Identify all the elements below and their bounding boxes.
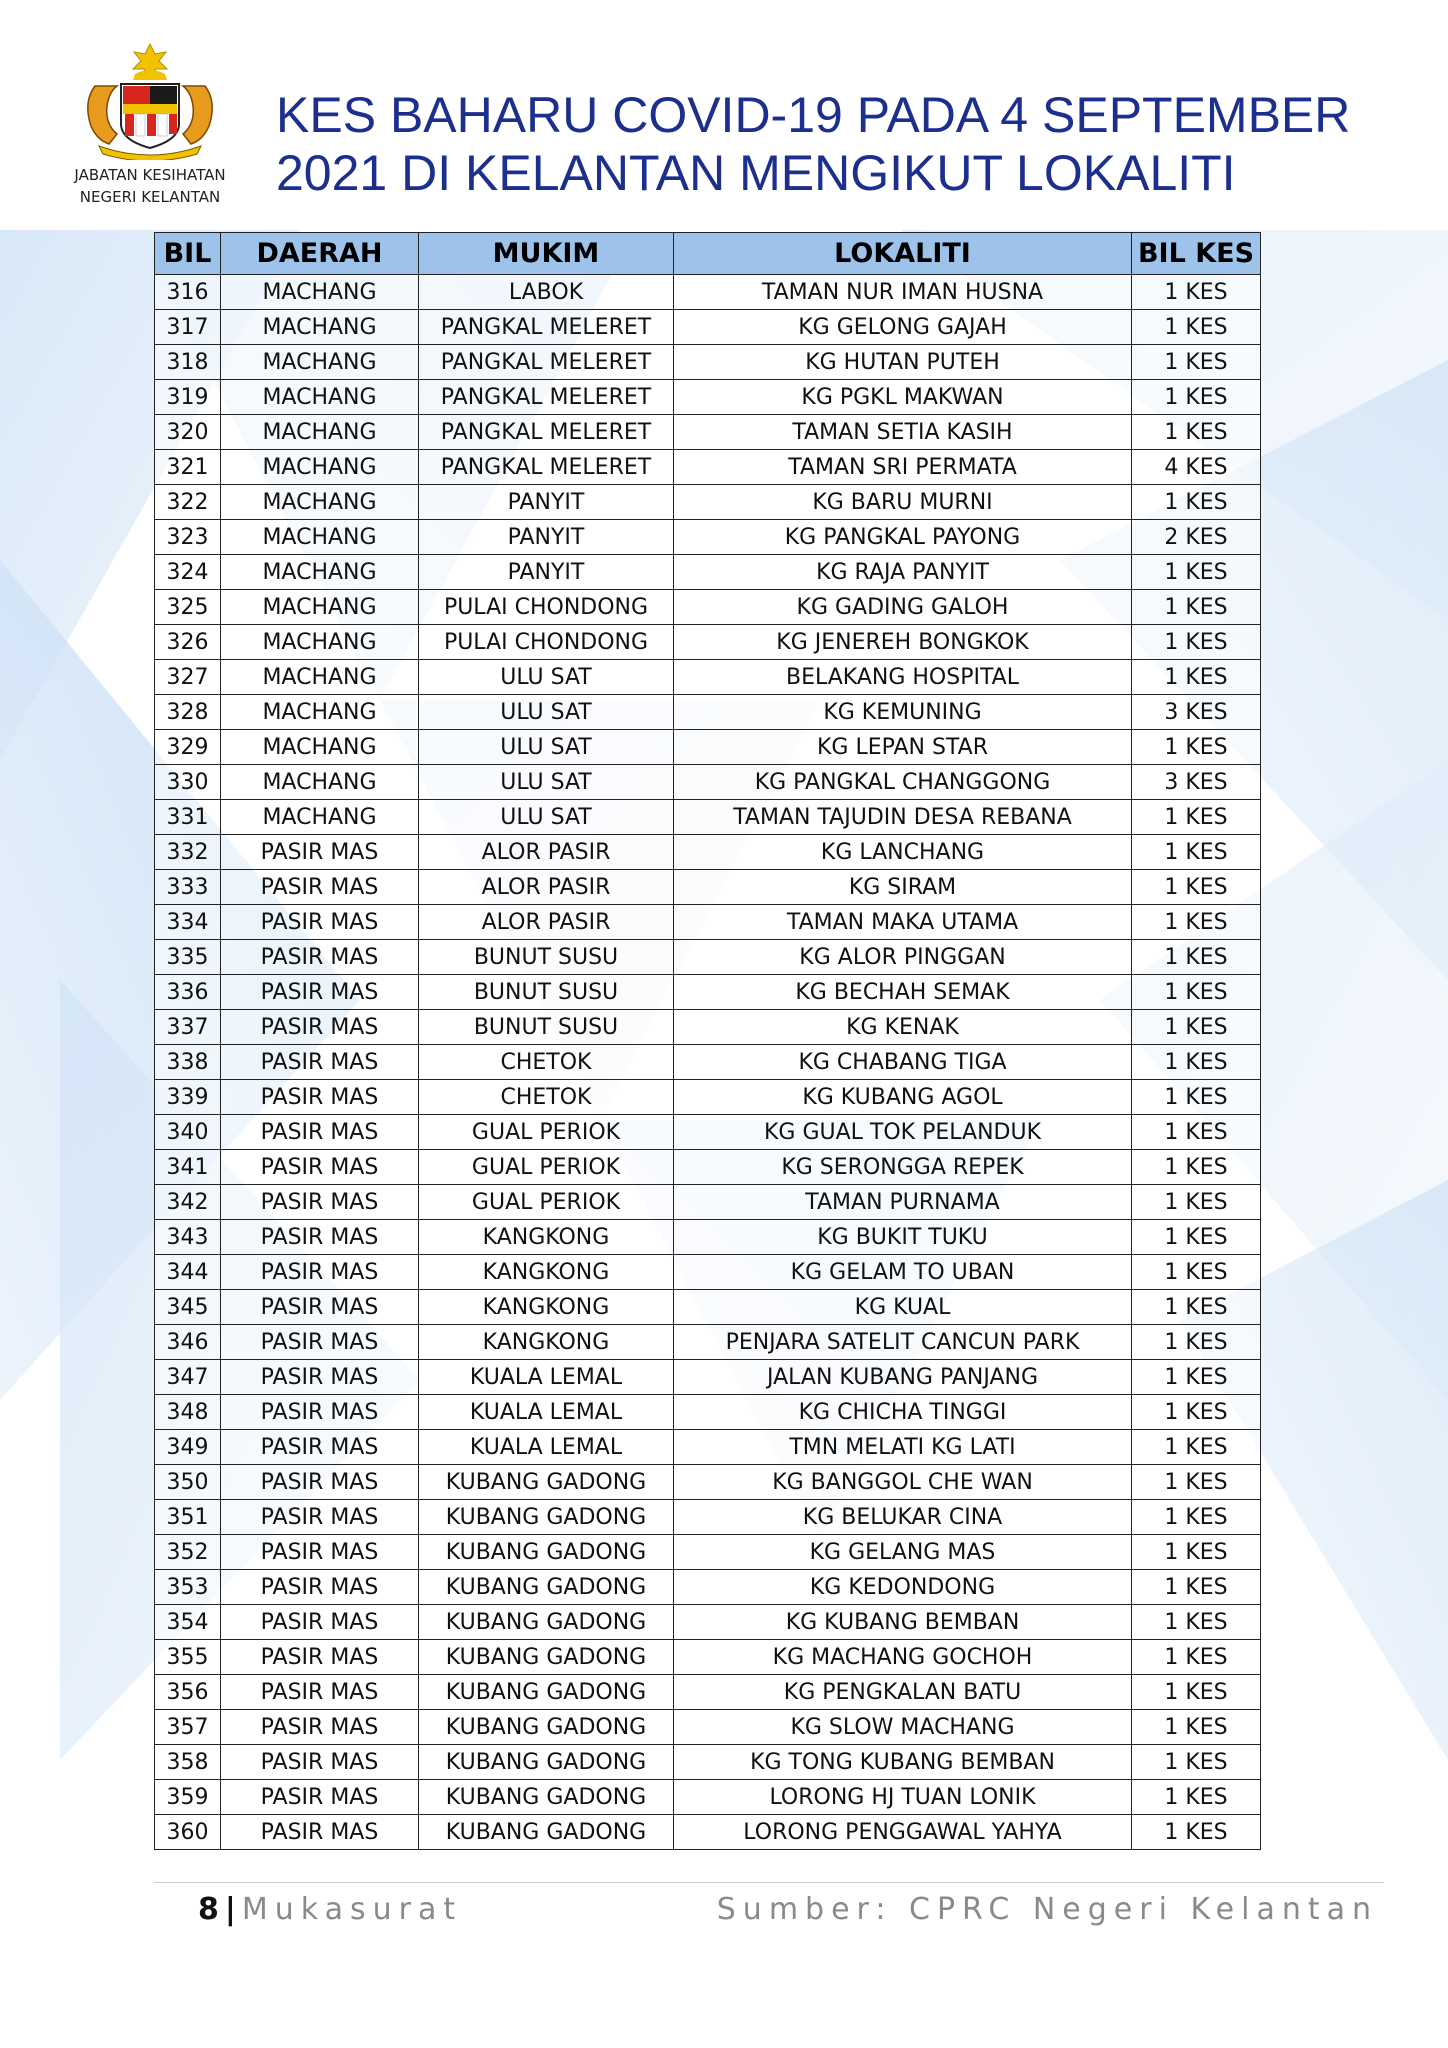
- cell-bil-kes: 1 KES: [1132, 1535, 1261, 1570]
- table-row: [155, 1115, 1261, 1150]
- col-header-bil-kes: BIL KES: [1132, 233, 1261, 275]
- cell-bil-kes: 1 KES: [1132, 1780, 1261, 1815]
- table-row: [155, 1710, 1261, 1745]
- cell-daerah: MACHANG: [221, 730, 419, 765]
- cell-mukim: KUBANG GADONG: [419, 1605, 674, 1640]
- cell-daerah: MACHANG: [221, 345, 419, 380]
- cell-daerah: PASIR MAS: [221, 1640, 419, 1675]
- cell-lokaliti: KG CHABANG TIGA: [674, 1045, 1132, 1080]
- cell-bil: 345: [155, 1290, 221, 1325]
- cell-bil-kes: 1 KES: [1132, 1255, 1261, 1290]
- cell-lokaliti: KG GELONG GAJAH: [674, 310, 1132, 345]
- cell-bil-kes: 1 KES: [1132, 1430, 1261, 1465]
- cell-lokaliti: KG KEMUNING: [674, 695, 1132, 730]
- cell-lokaliti: TAMAN NUR IMAN HUSNA: [674, 275, 1132, 310]
- cell-lokaliti: KG KENAK: [674, 1010, 1132, 1045]
- table-row: [155, 1325, 1261, 1360]
- cell-daerah: PASIR MAS: [221, 905, 419, 940]
- cell-bil-kes: 1 KES: [1132, 1185, 1261, 1220]
- cell-daerah: MACHANG: [221, 800, 419, 835]
- table-row: [155, 905, 1261, 940]
- cell-mukim: CHETOK: [419, 1045, 674, 1080]
- cell-bil: 333: [155, 870, 221, 905]
- cell-bil: 353: [155, 1570, 221, 1605]
- cell-bil-kes: 1 KES: [1132, 660, 1261, 695]
- cell-bil-kes: 1 KES: [1132, 800, 1261, 835]
- cell-bil-kes: 1 KES: [1132, 1500, 1261, 1535]
- table-row: [155, 1640, 1261, 1675]
- table-row: [155, 940, 1261, 975]
- cell-daerah: MACHANG: [221, 450, 419, 485]
- cell-lokaliti: KG KUBANG AGOL: [674, 1080, 1132, 1115]
- cell-lokaliti: KG PANGKAL PAYONG: [674, 520, 1132, 555]
- cell-lokaliti: KG PGKL MAKWAN: [674, 380, 1132, 415]
- cell-bil: 358: [155, 1745, 221, 1780]
- cell-lokaliti: KG BELUKAR CINA: [674, 1500, 1132, 1535]
- cell-bil-kes: 3 KES: [1132, 695, 1261, 730]
- cell-bil: 335: [155, 940, 221, 975]
- cell-bil-kes: 1 KES: [1132, 1605, 1261, 1640]
- table-row: [155, 520, 1261, 555]
- cell-bil: 351: [155, 1500, 221, 1535]
- table-row: [155, 1780, 1261, 1815]
- table-body: [155, 275, 1261, 1850]
- cell-mukim: ULU SAT: [419, 730, 674, 765]
- cell-daerah: PASIR MAS: [221, 1430, 419, 1465]
- cell-mukim: PANGKAL MELERET: [419, 450, 674, 485]
- cell-lokaliti: KG LANCHANG: [674, 835, 1132, 870]
- cell-bil: 346: [155, 1325, 221, 1360]
- page-separator: |: [224, 1892, 236, 1927]
- table-row: [155, 485, 1261, 520]
- cell-daerah: MACHANG: [221, 520, 419, 555]
- cell-lokaliti: KG BARU MURNI: [674, 485, 1132, 520]
- cell-daerah: MACHANG: [221, 660, 419, 695]
- cell-mukim: KUBANG GADONG: [419, 1710, 674, 1745]
- cell-bil: 338: [155, 1045, 221, 1080]
- cell-mukim: GUAL PERIOK: [419, 1150, 674, 1185]
- cell-mukim: BUNUT SUSU: [419, 975, 674, 1010]
- cell-lokaliti: TMN MELATI KG LATI: [674, 1430, 1132, 1465]
- cell-bil: 349: [155, 1430, 221, 1465]
- cell-daerah: MACHANG: [221, 380, 419, 415]
- cell-daerah: PASIR MAS: [221, 1675, 419, 1710]
- cell-daerah: PASIR MAS: [221, 1255, 419, 1290]
- table-row: [155, 1745, 1261, 1780]
- cell-bil: 331: [155, 800, 221, 835]
- cell-mukim: PULAI CHONDONG: [419, 625, 674, 660]
- cell-daerah: PASIR MAS: [221, 1465, 419, 1500]
- cell-mukim: KANGKONG: [419, 1325, 674, 1360]
- table-row: [155, 450, 1261, 485]
- table-row: [155, 1815, 1261, 1850]
- cell-bil-kes: 1 KES: [1132, 1080, 1261, 1115]
- cell-lokaliti: KG SLOW MACHANG: [674, 1710, 1132, 1745]
- cell-mukim: KUALA LEMAL: [419, 1360, 674, 1395]
- cell-bil: 359: [155, 1780, 221, 1815]
- cell-bil-kes: 1 KES: [1132, 1640, 1261, 1675]
- table-row: [155, 590, 1261, 625]
- cell-daerah: MACHANG: [221, 415, 419, 450]
- cell-bil-kes: 3 KES: [1132, 765, 1261, 800]
- cell-lokaliti: KG KEDONDONG: [674, 1570, 1132, 1605]
- cell-daerah: PASIR MAS: [221, 1360, 419, 1395]
- table-row: [155, 1395, 1261, 1430]
- cell-bil: 356: [155, 1675, 221, 1710]
- cell-daerah: PASIR MAS: [221, 1220, 419, 1255]
- cell-mukim: KUBANG GADONG: [419, 1465, 674, 1500]
- cell-lokaliti: KG ALOR PINGGAN: [674, 940, 1132, 975]
- table-row: [155, 765, 1261, 800]
- cell-mukim: PANYIT: [419, 555, 674, 590]
- cell-bil: 336: [155, 975, 221, 1010]
- cell-mukim: GUAL PERIOK: [419, 1115, 674, 1150]
- cell-mukim: CHETOK: [419, 1080, 674, 1115]
- cell-lokaliti: KG MACHANG GOCHOH: [674, 1640, 1132, 1675]
- cell-mukim: ULU SAT: [419, 695, 674, 730]
- cell-lokaliti: KG RAJA PANYIT: [674, 555, 1132, 590]
- table-row: [155, 275, 1261, 310]
- cell-lokaliti: PENJARA SATELIT CANCUN PARK: [674, 1325, 1132, 1360]
- table-row: [155, 975, 1261, 1010]
- cell-daerah: PASIR MAS: [221, 1745, 419, 1780]
- cell-bil: 343: [155, 1220, 221, 1255]
- cell-mukim: LABOK: [419, 275, 674, 310]
- cell-mukim: PANYIT: [419, 485, 674, 520]
- cell-daerah: PASIR MAS: [221, 1605, 419, 1640]
- cell-bil: 326: [155, 625, 221, 660]
- cell-bil: 360: [155, 1815, 221, 1850]
- cell-daerah: PASIR MAS: [221, 1500, 419, 1535]
- cell-bil-kes: 1 KES: [1132, 1220, 1261, 1255]
- cell-bil: 344: [155, 1255, 221, 1290]
- cell-lokaliti: JALAN KUBANG PANJANG: [674, 1360, 1132, 1395]
- table-row: [155, 1360, 1261, 1395]
- cell-bil-kes: 1 KES: [1132, 1710, 1261, 1745]
- cell-daerah: PASIR MAS: [221, 1710, 419, 1745]
- cell-lokaliti: KG BECHAH SEMAK: [674, 975, 1132, 1010]
- table-row: [155, 835, 1261, 870]
- cell-daerah: MACHANG: [221, 485, 419, 520]
- cell-bil-kes: 1 KES: [1132, 1045, 1261, 1080]
- cell-mukim: KUBANG GADONG: [419, 1745, 674, 1780]
- cell-bil: 337: [155, 1010, 221, 1045]
- cell-mukim: PANGKAL MELERET: [419, 310, 674, 345]
- table-row: [155, 1045, 1261, 1080]
- cell-bil: 334: [155, 905, 221, 940]
- org-name-line2: NEGERI KELANTAN: [79, 188, 221, 206]
- cell-mukim: ALOR PASIR: [419, 905, 674, 940]
- cell-daerah: PASIR MAS: [221, 835, 419, 870]
- cell-daerah: MACHANG: [221, 590, 419, 625]
- cell-mukim: ULU SAT: [419, 765, 674, 800]
- table-row: [155, 1430, 1261, 1465]
- cell-mukim: PANYIT: [419, 520, 674, 555]
- cell-lokaliti: KG BANGGOL CHE WAN: [674, 1465, 1132, 1500]
- cell-lokaliti: KG HUTAN PUTEH: [674, 345, 1132, 380]
- cell-mukim: KUBANG GADONG: [419, 1535, 674, 1570]
- cell-lokaliti: LORONG PENGGAWAL YAHYA: [674, 1815, 1132, 1850]
- page-number: 8: [198, 1892, 219, 1927]
- page-title: [276, 86, 1350, 202]
- cell-mukim: PANGKAL MELERET: [419, 415, 674, 450]
- cell-bil-kes: 1 KES: [1132, 590, 1261, 625]
- cell-lokaliti: KG PANGKAL CHANGGONG: [674, 765, 1132, 800]
- table-row: [155, 1080, 1261, 1115]
- cell-bil: 323: [155, 520, 221, 555]
- cell-daerah: PASIR MAS: [221, 870, 419, 905]
- cell-bil-kes: 4 KES: [1132, 450, 1261, 485]
- cell-bil-kes: 1 KES: [1132, 1675, 1261, 1710]
- cell-bil-kes: 1 KES: [1132, 870, 1261, 905]
- table-row: [155, 555, 1261, 590]
- cell-lokaliti: KG GADING GALOH: [674, 590, 1132, 625]
- cell-lokaliti: TAMAN PURNAMA: [674, 1185, 1132, 1220]
- cell-mukim: PANGKAL MELERET: [419, 380, 674, 415]
- cell-mukim: KANGKONG: [419, 1290, 674, 1325]
- table-row: [155, 1290, 1261, 1325]
- table-header-row: [155, 233, 1261, 275]
- cell-lokaliti: TAMAN SETIA KASIH: [674, 415, 1132, 450]
- page-title-line2: 2021 DI KELANTAN MENGIKUT LOKALITI: [276, 145, 1236, 201]
- table-row: [155, 1150, 1261, 1185]
- cell-daerah: MACHANG: [221, 625, 419, 660]
- cell-daerah: MACHANG: [221, 310, 419, 345]
- table-row: [155, 1185, 1261, 1220]
- page-title-line1: KES BAHARU COVID-19 PADA 4 SEPTEMBER: [276, 87, 1351, 143]
- cell-mukim: PULAI CHONDONG: [419, 590, 674, 625]
- cell-bil-kes: 1 KES: [1132, 1360, 1261, 1395]
- table-row: [155, 380, 1261, 415]
- cell-bil: 339: [155, 1080, 221, 1115]
- cell-lokaliti: KG BUKIT TUKU: [674, 1220, 1132, 1255]
- cell-bil-kes: 1 KES: [1132, 1010, 1261, 1045]
- cell-bil: 327: [155, 660, 221, 695]
- cell-mukim: KUBANG GADONG: [419, 1500, 674, 1535]
- table-row: [155, 1570, 1261, 1605]
- cell-bil: 329: [155, 730, 221, 765]
- cell-lokaliti: TAMAN TAJUDIN DESA REBANA: [674, 800, 1132, 835]
- table-row: [155, 1465, 1261, 1500]
- cell-lokaliti: KG KUAL: [674, 1290, 1132, 1325]
- table-row: [155, 345, 1261, 380]
- cell-bil-kes: 1 KES: [1132, 1290, 1261, 1325]
- org-name-line1: JABATAN KESIHATAN: [74, 166, 226, 184]
- cell-bil: 320: [155, 415, 221, 450]
- cell-bil: 321: [155, 450, 221, 485]
- logo-block: [60, 40, 240, 208]
- cell-bil-kes: 1 KES: [1132, 1465, 1261, 1500]
- cell-bil-kes: 1 KES: [1132, 380, 1261, 415]
- cell-bil: 332: [155, 835, 221, 870]
- cell-daerah: PASIR MAS: [221, 1290, 419, 1325]
- footer-source: Sumber: CPRC Negeri Kelantan: [716, 1892, 1378, 1927]
- cell-bil: 317: [155, 310, 221, 345]
- cell-mukim: BUNUT SUSU: [419, 1010, 674, 1045]
- coat-of-arms-logo: [75, 40, 225, 160]
- cell-lokaliti: KG KUBANG BEMBAN: [674, 1605, 1132, 1640]
- cell-bil: 354: [155, 1605, 221, 1640]
- cell-lokaliti: KG TONG KUBANG BEMBAN: [674, 1745, 1132, 1780]
- col-header-daerah: DAERAH: [221, 233, 419, 275]
- page-label: Mukasurat: [241, 1892, 463, 1927]
- cell-mukim: KUALA LEMAL: [419, 1395, 674, 1430]
- cell-bil-kes: 1 KES: [1132, 415, 1261, 450]
- cell-mukim: KANGKONG: [419, 1220, 674, 1255]
- cell-bil: 328: [155, 695, 221, 730]
- cell-mukim: KUBANG GADONG: [419, 1780, 674, 1815]
- cell-daerah: PASIR MAS: [221, 1045, 419, 1080]
- table-row: [155, 1500, 1261, 1535]
- table-row: [155, 870, 1261, 905]
- table-row: [155, 730, 1261, 765]
- cell-daerah: MACHANG: [221, 555, 419, 590]
- table-row: [155, 1675, 1261, 1710]
- cell-bil: 325: [155, 590, 221, 625]
- cell-lokaliti: KG PENGKALAN BATU: [674, 1675, 1132, 1710]
- cell-lokaliti: KG LEPAN STAR: [674, 730, 1132, 765]
- cell-bil-kes: 1 KES: [1132, 1395, 1261, 1430]
- cell-mukim: KANGKONG: [419, 1255, 674, 1290]
- cell-lokaliti: LORONG HJ TUAN LONIK: [674, 1780, 1132, 1815]
- cell-bil: 350: [155, 1465, 221, 1500]
- col-header-mukim: MUKIM: [419, 233, 674, 275]
- cell-daerah: PASIR MAS: [221, 1150, 419, 1185]
- cell-mukim: KUBANG GADONG: [419, 1640, 674, 1675]
- cell-bil-kes: 1 KES: [1132, 1115, 1261, 1150]
- cell-mukim: ALOR PASIR: [419, 870, 674, 905]
- cell-bil: 355: [155, 1640, 221, 1675]
- cell-bil-kes: 1 KES: [1132, 835, 1261, 870]
- table-row: [155, 625, 1261, 660]
- cell-bil: 347: [155, 1360, 221, 1395]
- footer-page: [198, 1892, 462, 1927]
- cell-daerah: PASIR MAS: [221, 975, 419, 1010]
- cell-bil-kes: 1 KES: [1132, 345, 1261, 380]
- cell-daerah: PASIR MAS: [221, 1010, 419, 1045]
- cell-bil: 322: [155, 485, 221, 520]
- cell-mukim: GUAL PERIOK: [419, 1185, 674, 1220]
- cell-bil-kes: 1 KES: [1132, 975, 1261, 1010]
- col-header-bil: BIL: [155, 233, 221, 275]
- cell-bil: 319: [155, 380, 221, 415]
- cell-mukim: KUBANG GADONG: [419, 1675, 674, 1710]
- cell-bil: 318: [155, 345, 221, 380]
- cell-lokaliti: KG SIRAM: [674, 870, 1132, 905]
- cell-bil-kes: 1 KES: [1132, 1815, 1261, 1850]
- cell-bil-kes: 1 KES: [1132, 1325, 1261, 1360]
- cell-daerah: PASIR MAS: [221, 1780, 419, 1815]
- cell-bil: 342: [155, 1185, 221, 1220]
- cell-lokaliti: KG CHICHA TINGGI: [674, 1395, 1132, 1430]
- cell-bil-kes: 1 KES: [1132, 555, 1261, 590]
- cell-daerah: PASIR MAS: [221, 1815, 419, 1850]
- cell-mukim: KUALA LEMAL: [419, 1430, 674, 1465]
- cell-mukim: ULU SAT: [419, 800, 674, 835]
- cell-bil: 352: [155, 1535, 221, 1570]
- cell-bil: 324: [155, 555, 221, 590]
- table-row: [155, 695, 1261, 730]
- table-row: [155, 1220, 1261, 1255]
- cell-daerah: PASIR MAS: [221, 1115, 419, 1150]
- cell-bil: 341: [155, 1150, 221, 1185]
- org-name: [60, 164, 240, 208]
- cell-lokaliti: BELAKANG HOSPITAL: [674, 660, 1132, 695]
- table-row: [155, 800, 1261, 835]
- cell-bil-kes: 1 KES: [1132, 940, 1261, 975]
- cell-daerah: PASIR MAS: [221, 1080, 419, 1115]
- cell-bil-kes: 2 KES: [1132, 520, 1261, 555]
- cell-lokaliti: TAMAN MAKA UTAMA: [674, 905, 1132, 940]
- table-row: [155, 310, 1261, 345]
- cell-bil: 330: [155, 765, 221, 800]
- cell-daerah: PASIR MAS: [221, 1185, 419, 1220]
- cell-lokaliti: KG JENEREH BONGKOK: [674, 625, 1132, 660]
- cell-bil-kes: 1 KES: [1132, 1570, 1261, 1605]
- table-row: [155, 1605, 1261, 1640]
- cell-bil-kes: 1 KES: [1132, 485, 1261, 520]
- cell-mukim: PANGKAL MELERET: [419, 345, 674, 380]
- cell-daerah: PASIR MAS: [221, 1535, 419, 1570]
- table-row: [155, 1255, 1261, 1290]
- cell-bil: 316: [155, 275, 221, 310]
- col-header-lokaliti: LOKALITI: [674, 233, 1132, 275]
- cell-lokaliti: KG SERONGGA REPEK: [674, 1150, 1132, 1185]
- cell-mukim: KUBANG GADONG: [419, 1570, 674, 1605]
- cell-bil-kes: 1 KES: [1132, 1745, 1261, 1780]
- cell-daerah: PASIR MAS: [221, 940, 419, 975]
- cell-mukim: ALOR PASIR: [419, 835, 674, 870]
- table-row: [155, 415, 1261, 450]
- cell-mukim: BUNUT SUSU: [419, 940, 674, 975]
- cell-bil-kes: 1 KES: [1132, 905, 1261, 940]
- footer-divider: [154, 1882, 1384, 1883]
- cell-daerah: PASIR MAS: [221, 1570, 419, 1605]
- table-row: [155, 1535, 1261, 1570]
- table-row: [155, 660, 1261, 695]
- cell-lokaliti: KG GELAM TO UBAN: [674, 1255, 1132, 1290]
- cell-daerah: MACHANG: [221, 695, 419, 730]
- cell-daerah: PASIR MAS: [221, 1325, 419, 1360]
- cell-lokaliti: KG GUAL TOK PELANDUK: [674, 1115, 1132, 1150]
- cell-bil: 348: [155, 1395, 221, 1430]
- cell-bil-kes: 1 KES: [1132, 730, 1261, 765]
- cell-bil-kes: 1 KES: [1132, 310, 1261, 345]
- cell-mukim: KUBANG GADONG: [419, 1815, 674, 1850]
- cell-bil-kes: 1 KES: [1132, 275, 1261, 310]
- cell-bil-kes: 1 KES: [1132, 1150, 1261, 1185]
- cell-daerah: MACHANG: [221, 275, 419, 310]
- cell-bil: 357: [155, 1710, 221, 1745]
- cell-bil: 340: [155, 1115, 221, 1150]
- table-row: [155, 1010, 1261, 1045]
- cell-mukim: ULU SAT: [419, 660, 674, 695]
- cell-bil-kes: 1 KES: [1132, 625, 1261, 660]
- cell-daerah: PASIR MAS: [221, 1395, 419, 1430]
- cell-lokaliti: KG GELANG MAS: [674, 1535, 1132, 1570]
- cell-lokaliti: TAMAN SRI PERMATA: [674, 450, 1132, 485]
- cell-daerah: MACHANG: [221, 765, 419, 800]
- cases-table: [154, 232, 1261, 1850]
